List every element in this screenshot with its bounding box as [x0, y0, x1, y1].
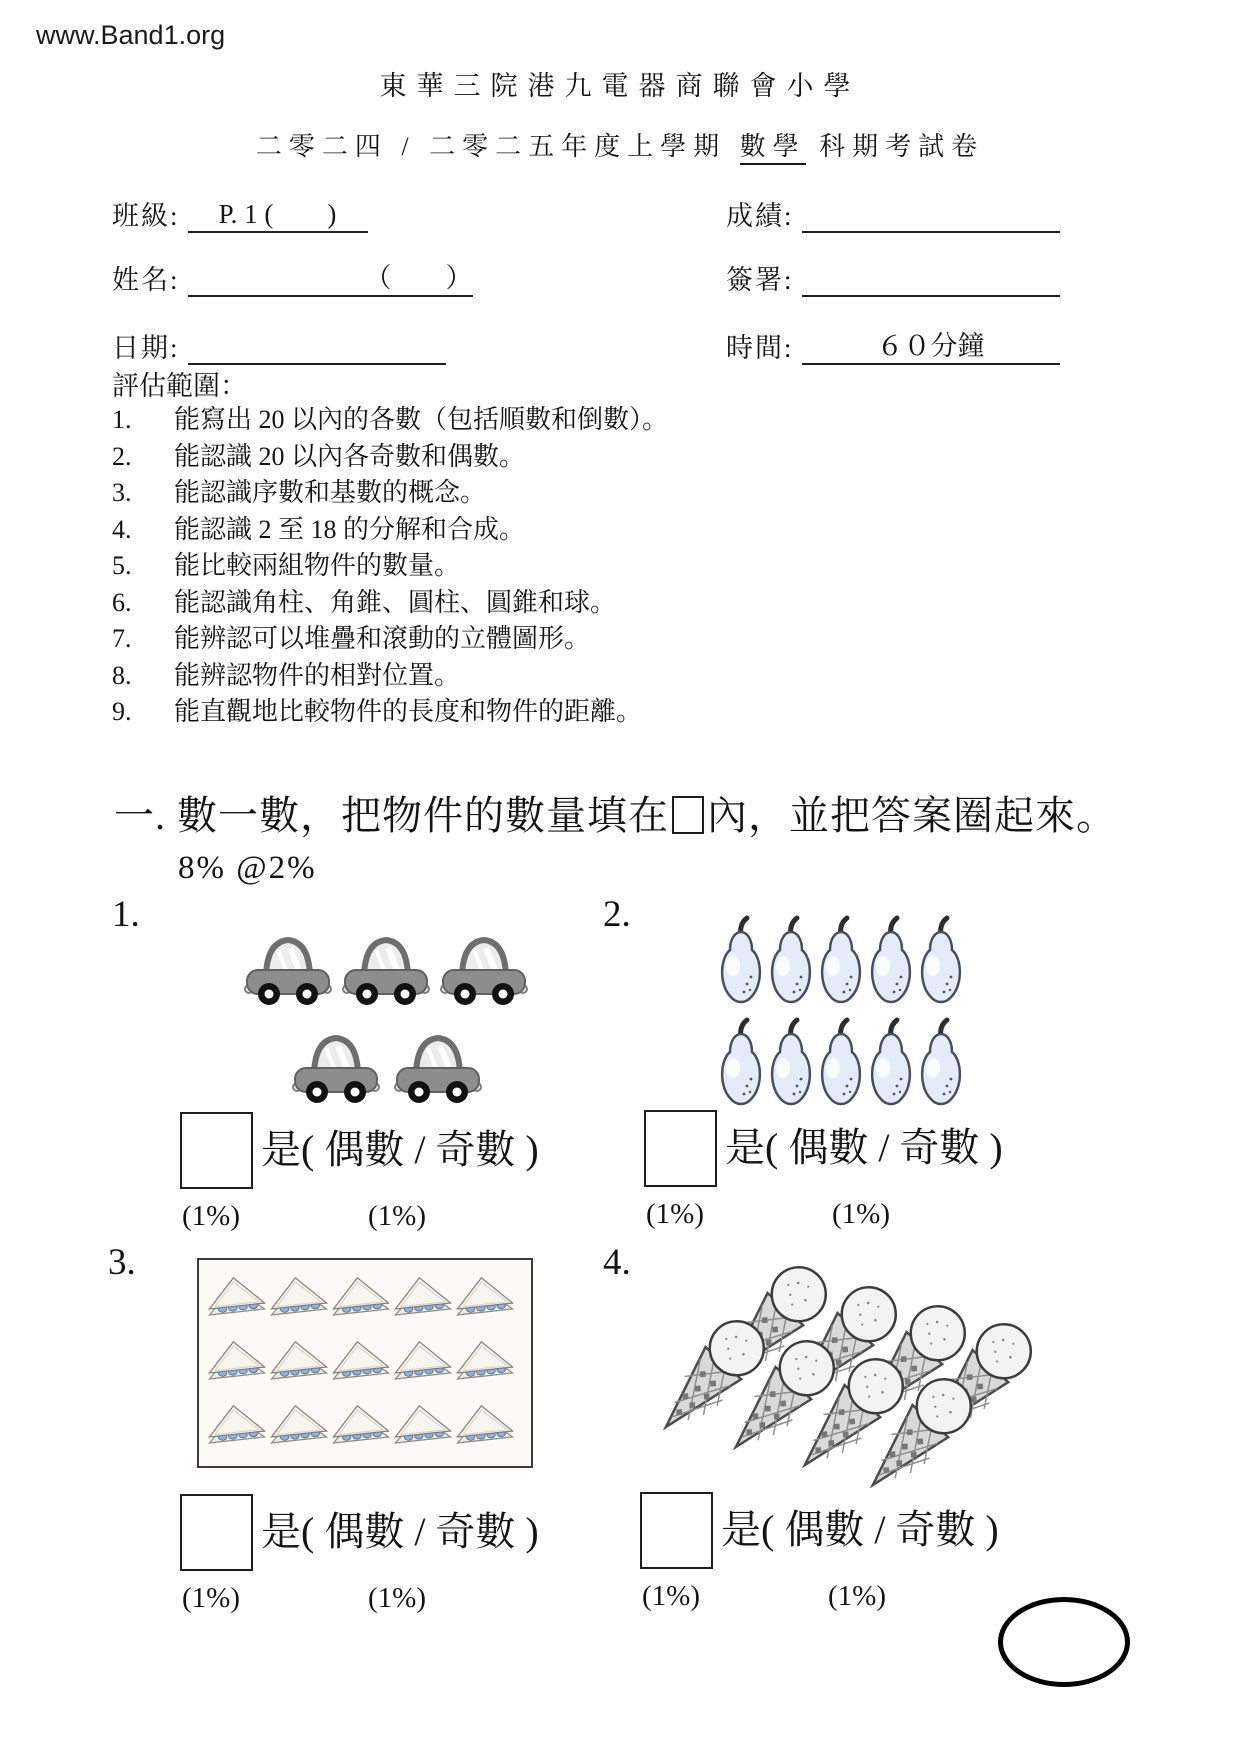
- question-3-answer-box[interactable]: [180, 1494, 253, 1571]
- assessment-item-number: 3.: [112, 478, 132, 507]
- exam-title-subject: 數學: [740, 132, 806, 165]
- date-label: 日期:: [112, 333, 180, 363]
- assessment-item: [112, 402, 1052, 439]
- section-one-heading: [114, 784, 1117, 841]
- assessment-item-text: 能認識 2 至 18 的分解和合成。: [174, 514, 526, 544]
- sandwich-icon: [393, 1402, 453, 1448]
- question-2-answer-box[interactable]: [644, 1110, 717, 1187]
- assessment-item-number: 9.: [112, 697, 132, 726]
- assessment-scope-title: 評估範圍：: [112, 371, 247, 401]
- question-1-icons: [216, 928, 546, 1113]
- sandwich-icon: [393, 1338, 453, 1384]
- question-4-answer-box[interactable]: [640, 1492, 713, 1569]
- assessment-item-text: 能辨認物件的相對位置。: [174, 660, 461, 690]
- question-2-answer-group: [644, 1110, 1104, 1240]
- sandwich-icon: [207, 1274, 267, 1320]
- assessment-item-text: 能認識角柱、角錐、圓柱、圓錐和球。: [174, 587, 617, 617]
- question-4-number: 4.: [603, 1242, 631, 1283]
- car-icon: [292, 1026, 380, 1106]
- time-value: ６０分鐘: [876, 331, 985, 361]
- class-field: [112, 194, 368, 233]
- time-label: 時間:: [726, 333, 794, 363]
- assessment-item: [112, 621, 1052, 658]
- assessment-item-text: 能認識序數和基數的概念。: [174, 478, 487, 507]
- question-3-icons: [199, 1260, 526, 1461]
- sandwich-icon: [269, 1338, 329, 1384]
- sandwich-icon: [393, 1274, 453, 1320]
- assessment-item-number: 1.: [112, 405, 132, 434]
- watermark: www.Band1.org: [36, 20, 226, 50]
- pear-icon: [816, 914, 866, 1010]
- exam-title: [0, 126, 1240, 163]
- score-label: 成績:: [726, 201, 794, 231]
- question-4-box-mark: (1%): [642, 1580, 700, 1612]
- pear-icon: [916, 914, 966, 1010]
- pear-icon: [716, 914, 766, 1010]
- question-1-answer-options[interactable]: 是( 偶數 / 奇數 ): [261, 1127, 539, 1172]
- class-label: 班級:: [112, 201, 180, 231]
- assessment-item-text: 能直觀地比較物件的長度和物件的距離。: [174, 697, 643, 726]
- signature-field: [726, 258, 1060, 297]
- pear-icon: [766, 914, 816, 1010]
- class-input-line[interactable]: [188, 197, 368, 233]
- score-field: [726, 194, 1060, 233]
- pear-icon: [866, 914, 916, 1010]
- date-input-line[interactable]: [188, 329, 446, 365]
- question-1-answer-group: [180, 1112, 640, 1242]
- question-2-number: 2.: [603, 894, 631, 935]
- car-icon: [244, 928, 332, 1008]
- question-1-box-mark: (1%): [182, 1200, 240, 1232]
- pear-icon: [766, 1016, 816, 1112]
- sandwich-icon: [455, 1402, 515, 1448]
- sandwich-icon: [207, 1338, 267, 1384]
- question-1-number: 1.: [112, 894, 140, 935]
- class-value: P. 1 ( ): [218, 199, 337, 229]
- pear-icon: [866, 1016, 916, 1112]
- section-one-text-post: 內，並把答案圈起來。: [707, 793, 1117, 838]
- car-icon: [394, 1026, 482, 1106]
- sandwich-icon: [331, 1402, 391, 1448]
- question-3-options-mark: (1%): [368, 1582, 426, 1614]
- exam-title-pre: 二零二四 / 二零二五年度上學期: [255, 132, 727, 161]
- sandwich-icon: [331, 1338, 391, 1384]
- ice-cream-cone-icon: [857, 1366, 977, 1506]
- assessment-item-text: 能辨認可以堆疊和滾動的立體圖形。: [174, 624, 591, 653]
- pear-icon: [716, 1016, 766, 1112]
- signature-label: 簽署:: [726, 265, 794, 295]
- name-field: [112, 258, 473, 297]
- section-one-marks: 8% @2%: [178, 850, 317, 886]
- question-3-answer-group: [180, 1494, 640, 1624]
- question-4-answer-options[interactable]: 是( 偶數 / 奇數 ): [721, 1507, 999, 1552]
- assessment-item-number: 5.: [112, 551, 132, 580]
- question-3-image-frame: [197, 1258, 533, 1468]
- time-field: [726, 326, 1060, 365]
- question-2-answer-options[interactable]: 是( 偶數 / 奇數 ): [725, 1125, 1003, 1170]
- pear-icon: [916, 1016, 966, 1112]
- sandwich-icon: [269, 1274, 329, 1320]
- question-3-answer-options[interactable]: 是( 偶數 / 奇數 ): [261, 1509, 539, 1554]
- assessment-item: [112, 512, 1052, 549]
- name-label: 姓名:: [112, 265, 180, 295]
- assessment-item-text: 能比較兩組物件的數量。: [174, 551, 461, 580]
- assessment-item: [112, 548, 1052, 585]
- name-input-line[interactable]: [188, 261, 473, 297]
- name-paren: （ ）: [364, 263, 473, 293]
- grade-circle: [998, 1597, 1130, 1687]
- pear-icon: [816, 1016, 866, 1112]
- car-icon: [342, 928, 430, 1008]
- question-2-options-mark: (1%): [832, 1198, 890, 1230]
- question-2-icons: [716, 912, 968, 1114]
- exam-title-post: 科期考試卷: [819, 132, 985, 161]
- sandwich-icon: [455, 1274, 515, 1320]
- time-input-line[interactable]: [802, 329, 1060, 365]
- assessment-item-text: 能認識 20 以內各奇數和偶數。: [174, 441, 526, 471]
- section-one-number: 一.: [114, 793, 166, 838]
- score-input-line[interactable]: [802, 197, 1060, 233]
- question-1-answer-box[interactable]: [180, 1112, 253, 1189]
- question-3-number: 3.: [108, 1242, 136, 1283]
- signature-input-line[interactable]: [802, 261, 1060, 297]
- question-4-options-mark: (1%): [828, 1580, 886, 1612]
- assessment-item-number: 7.: [112, 624, 132, 653]
- assessment-item-number: 2.: [112, 441, 132, 471]
- assessment-item-number: 8.: [112, 660, 132, 690]
- assessment-item-number: 6.: [112, 587, 132, 617]
- assessment-item-number: 4.: [112, 514, 132, 544]
- question-3-box-mark: (1%): [182, 1582, 240, 1614]
- assessment-item: [112, 439, 1052, 476]
- sandwich-icon: [455, 1338, 515, 1384]
- assessment-item-text: 能寫出 20 以內的各數（包括順數和倒數）。: [174, 405, 669, 434]
- assessment-item: [112, 658, 1052, 695]
- assessment-list: [112, 402, 1052, 731]
- assessment-item: [112, 585, 1052, 622]
- date-field: [112, 326, 446, 365]
- assessment-item: [112, 475, 1052, 512]
- question-2-box-mark: (1%): [646, 1198, 704, 1230]
- car-icon: [440, 928, 528, 1008]
- question-4-icons: [642, 1258, 1072, 1513]
- sandwich-icon: [331, 1274, 391, 1320]
- school-name: 東華三院港九電器商聯會小學: [379, 71, 861, 101]
- question-1-options-mark: (1%): [368, 1200, 426, 1232]
- assessment-item: [112, 694, 1052, 731]
- sandwich-icon: [269, 1402, 329, 1448]
- sandwich-icon: [207, 1402, 267, 1448]
- section-one-text-pre: 數一數，把物件的數量填在: [177, 793, 669, 838]
- inline-answer-box-glyph: [672, 796, 704, 834]
